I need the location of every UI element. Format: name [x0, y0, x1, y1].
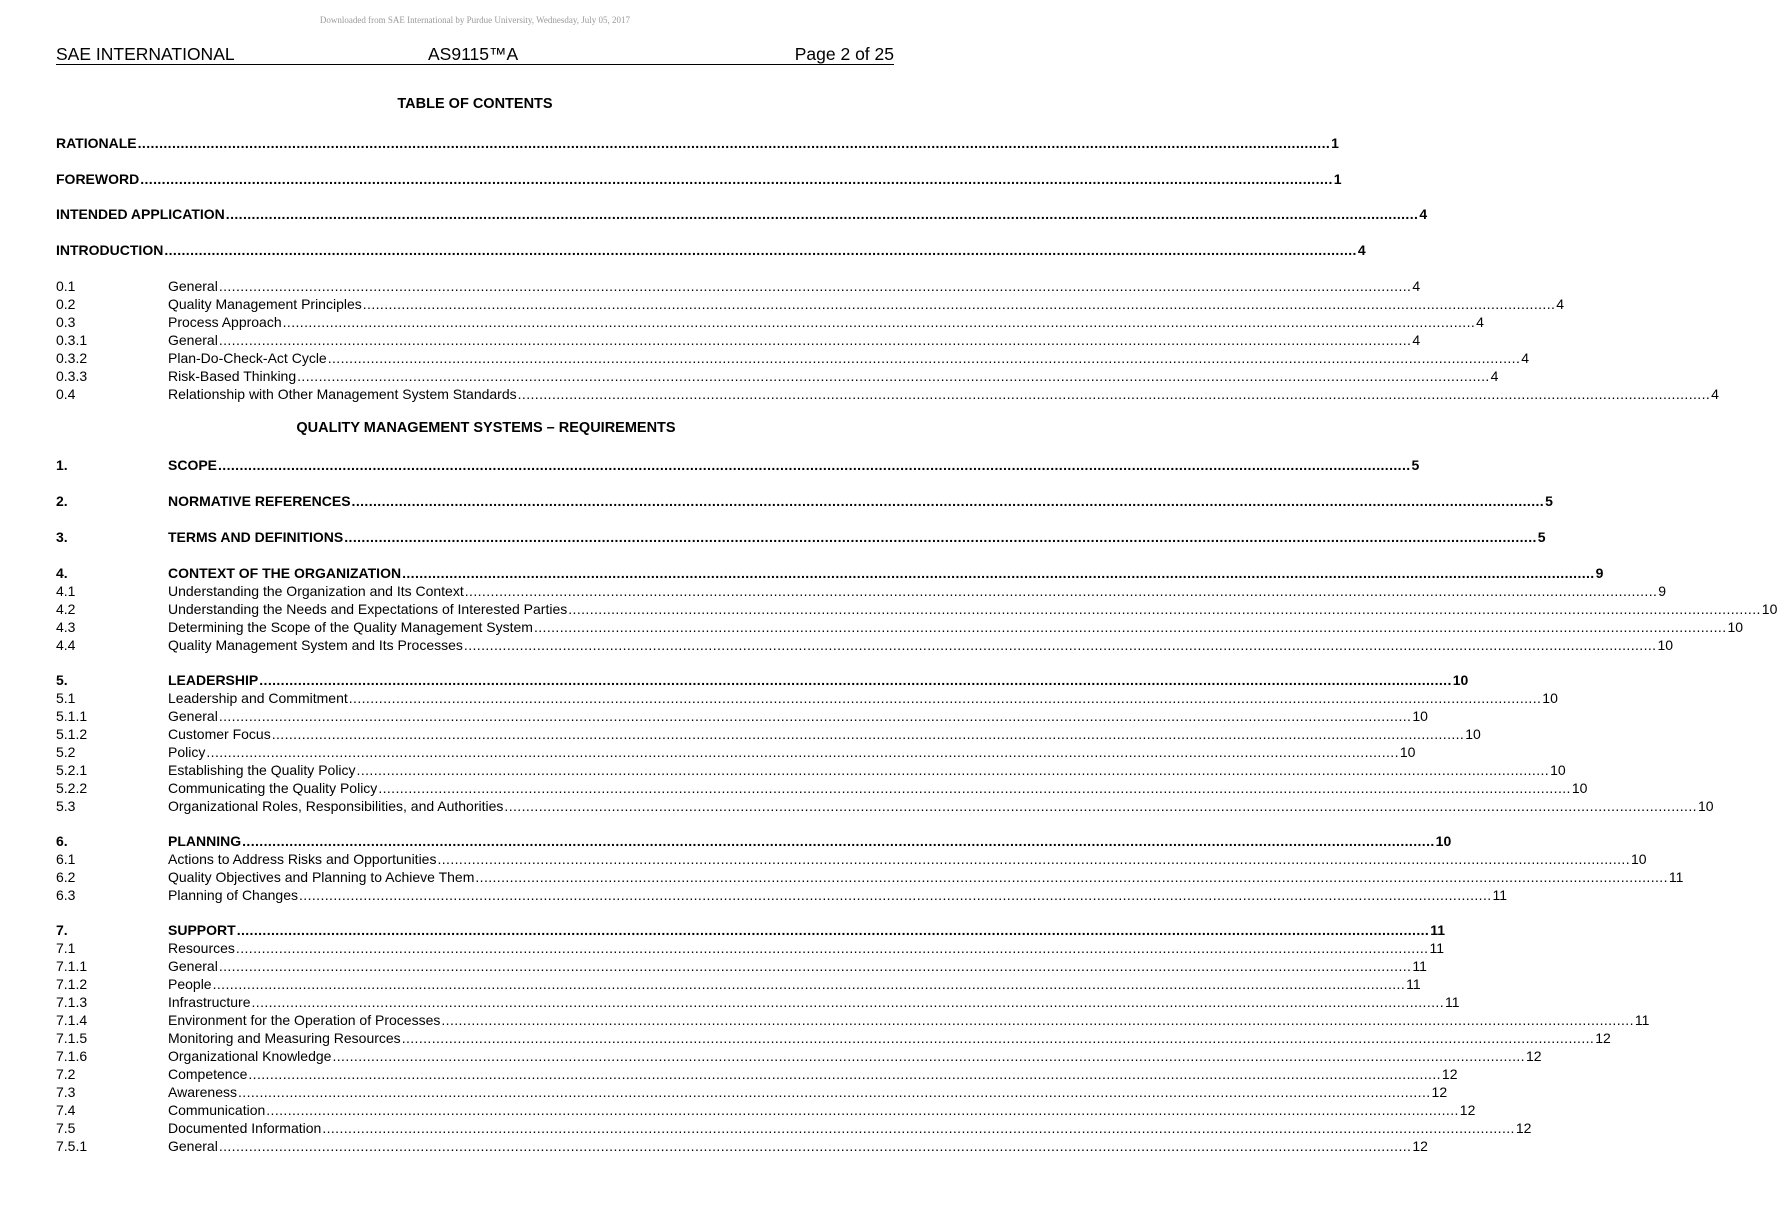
toc-entry[interactable] [56, 313, 1484, 331]
toc-entry-page: 4 [1711, 386, 1719, 402]
toc-entry-line [168, 1029, 1611, 1047]
toc-entry-title: Actions to Address Risks and Opportunities [168, 851, 437, 867]
toc-entry-number: 5.2 [56, 744, 76, 760]
toc-entry-line [168, 797, 1714, 815]
toc-entry[interactable] [56, 349, 1530, 367]
toc-entry-page: 1 [1333, 171, 1342, 187]
toc-dot-leader: ...................................................................................................................................................................................................................................................................................... [218, 708, 1412, 724]
toc-entry-title: Risk-Based Thinking [168, 368, 297, 384]
toc-dot-leader: ...................................................................................................................................................................................................................................................................................... [140, 171, 1333, 187]
toc-entry-number: 3. [56, 529, 68, 545]
toc-entry-line [168, 1011, 1650, 1029]
toc-entry-number: 7.5.1 [56, 1138, 88, 1154]
toc-entry-title: SUPPORT [168, 922, 236, 938]
toc-entry[interactable] [56, 957, 1427, 975]
toc-entry-page: 9 [1595, 565, 1604, 581]
toc-entry-line [56, 170, 1342, 188]
toc-entry-number: 0.3.2 [56, 350, 88, 366]
toc-entry-title: TERMS AND DEFINITIONS [168, 529, 344, 545]
toc-entry-number: 7.1.4 [56, 1012, 88, 1028]
toc-entry[interactable] [56, 1047, 1542, 1065]
toc-entry-number: 4.3 [56, 619, 76, 635]
toc-entry-line [168, 313, 1484, 331]
toc-entry-title: Communication [168, 1102, 266, 1118]
toc-title: TABLE OF CONTENTS [397, 96, 553, 112]
toc-dot-leader: ...................................................................................................................................................................................................................................................................................... [356, 762, 1550, 778]
toc-dot-leader: ...................................................................................................................................................................................................................................................................................... [282, 314, 1476, 330]
toc-entry-title: General [168, 332, 218, 348]
toc-entry-title: FOREWORD [56, 171, 140, 187]
toc-dot-leader: ...................................................................................................................................................................................................................................................................................... [348, 690, 1542, 706]
toc-entry[interactable] [56, 385, 1719, 403]
toc-entry[interactable] [56, 600, 1777, 618]
toc-dot-leader: ...................................................................................................................................................................................................................................................................................... [322, 1120, 1515, 1136]
page-header [56, 44, 894, 65]
toc-dot-leader: ...................................................................................................................................................................................................................................................................................... [218, 278, 1412, 294]
toc-entry-title: Planning of Changes [168, 887, 298, 903]
toc-entry-number: 4.1 [56, 583, 76, 599]
toc-entry[interactable] [56, 832, 1452, 850]
toc-dot-leader: ...................................................................................................................................................................................................................................................................................... [242, 833, 1435, 849]
toc-entry-page: 10 [1657, 637, 1674, 653]
toc-entry-line [168, 331, 1421, 349]
toc-entry[interactable] [56, 993, 1460, 1011]
toc-entry-line [56, 241, 1366, 259]
toc-entry-number: 0.3.3 [56, 368, 88, 384]
toc-entry-number: 5.1.2 [56, 726, 88, 742]
toc-dot-leader: ...................................................................................................................................................................................................................................................................................... [137, 135, 1331, 151]
toc-entry[interactable] [56, 241, 1366, 259]
toc-dot-leader: ...................................................................................................................................................................................................................................................................................... [437, 851, 1630, 867]
toc-dot-leader: ...................................................................................................................................................................................................................................................................................... [463, 637, 1657, 653]
toc-entry-line [168, 618, 1744, 636]
toc-entry[interactable] [56, 1119, 1532, 1137]
toc-entry-number: 0.2 [56, 296, 76, 312]
toc-entry[interactable] [56, 295, 1565, 313]
toc-entry-title: INTRODUCTION [56, 242, 164, 258]
toc-entry-line [168, 636, 1674, 654]
toc-dot-leader: ...................................................................................................................................................................................................................................................................................... [218, 1138, 1412, 1154]
toc-entry[interactable] [56, 564, 1604, 582]
toc-entry-line [168, 725, 1481, 743]
toc-entry-title: Understanding the Organization and Its Context [168, 583, 464, 599]
toc-entry-line [168, 582, 1667, 600]
toc-entry-page: 10 [1761, 601, 1777, 617]
toc-entry-number: 2. [56, 493, 68, 509]
toc-entry-number: 4. [56, 565, 68, 581]
toc-entry-title: CONTEXT OF THE ORGANIZATION [168, 565, 402, 581]
toc-entry-number: 6. [56, 833, 68, 849]
toc-entry-line [168, 921, 1446, 939]
toc-entry-number: 7.1.2 [56, 976, 88, 992]
toc-entry-title: General [168, 278, 218, 294]
toc-entry-title: SCOPE [168, 457, 218, 473]
toc-entry-line [168, 850, 1647, 868]
toc-entry-page: 12 [1441, 1066, 1458, 1082]
toc-entry-title: People [168, 976, 212, 992]
toc-entry-line [168, 975, 1421, 993]
toc-entry-line [168, 1137, 1428, 1155]
toc-entry-line [168, 367, 1499, 385]
toc-entry-line [168, 761, 1566, 779]
toc-dot-leader: ...................................................................................................................................................................................................................................................................................... [351, 493, 1545, 509]
toc-entry-number: 1. [56, 457, 68, 473]
toc-entry-page: 5 [1411, 457, 1420, 473]
toc-entry-line [168, 707, 1428, 725]
toc-entry[interactable] [56, 367, 1499, 385]
toc-entry-page: 11 [1445, 994, 1460, 1010]
toc-entry-number: 7.4 [56, 1102, 76, 1118]
toc-entry-title: General [168, 1138, 218, 1154]
toc-entry[interactable] [56, 618, 1744, 636]
toc-dot-leader: ...................................................................................................................................................................................................................................................................................... [271, 726, 1465, 742]
toc-entry[interactable] [56, 939, 1444, 957]
toc-dot-leader: ...................................................................................................................................................................................................................................................................................... [344, 529, 1537, 545]
toc-entry[interactable] [56, 1011, 1650, 1029]
toc-entry-line [168, 671, 1469, 689]
toc-entry-page: 10 [1435, 833, 1452, 849]
toc-entry[interactable] [56, 671, 1469, 689]
toc-entry-line [168, 385, 1719, 403]
toc-dot-leader: ...................................................................................................................................................................................................................................................................................... [164, 242, 1357, 258]
toc-entry[interactable] [56, 689, 1558, 707]
toc-entry[interactable] [56, 1137, 1428, 1155]
toc-entry-title: Awareness [168, 1084, 238, 1100]
toc-entry[interactable] [56, 636, 1674, 654]
toc-entry[interactable] [56, 1029, 1611, 1047]
toc-dot-leader: ...................................................................................................................................................................................................................................................................................... [441, 1012, 1634, 1028]
toc-entry-title: Establishing the Quality Policy [168, 762, 356, 778]
download-watermark: Downloaded from SAE International by Purdue University, Wednesday, July 05, 2017 [319, 15, 631, 25]
toc-entry-page: 10 [1697, 798, 1714, 814]
toc-entry-number: 5.1 [56, 690, 76, 706]
toc-entry-page: 4 [1490, 368, 1499, 384]
toc-entry-line [168, 1083, 1448, 1101]
qms-requirements-heading: QUALITY MANAGEMENT SYSTEMS – REQUIREMENTS [296, 420, 676, 436]
toc-entry-page: 12 [1525, 1048, 1542, 1064]
toc-entry-page: 11 [1430, 922, 1446, 938]
toc-entry-number: 0.4 [56, 386, 76, 402]
toc-entry-page: 11 [1492, 887, 1508, 903]
toc-entry-page: 10 [1631, 851, 1647, 867]
toc-entry-page: 11 [1406, 976, 1421, 992]
toc-entry-number: 7. [56, 922, 68, 938]
toc-entry-title: Customer Focus [168, 726, 271, 742]
toc-entry-title: Infrastructure [168, 994, 251, 1010]
toc-entry-number: 7.1.6 [56, 1048, 88, 1064]
toc-entry-line [168, 689, 1558, 707]
toc-entry-line [56, 205, 1428, 223]
toc-entry-page: 4 [1419, 206, 1428, 222]
toc-entry-number: 6.3 [56, 887, 76, 903]
toc-entry-number: 5. [56, 672, 68, 688]
toc-entry-number: 7.1 [56, 940, 76, 956]
toc-entry-line [168, 743, 1416, 761]
toc-entry-page: 10 [1412, 708, 1428, 724]
toc-entry[interactable] [56, 761, 1566, 779]
toc-entry-title: Organizational Knowledge [168, 1048, 332, 1064]
toc-dot-leader: ...................................................................................................................................................................................................................................................................................... [251, 994, 1445, 1010]
header-document-id: AS9115™A [428, 44, 519, 64]
toc-entry-page: 10 [1571, 780, 1588, 796]
toc-entry-line [168, 564, 1604, 582]
toc-entry[interactable] [56, 582, 1667, 600]
toc-dot-leader: ...................................................................................................................................................................................................................................................................................... [248, 1066, 1441, 1082]
toc-entry-page: 4 [1521, 350, 1530, 366]
toc-entry-page: 11 [1429, 940, 1444, 956]
toc-entry-line [168, 492, 1553, 510]
toc-entry-page: 10 [1542, 690, 1558, 706]
toc-dot-leader: ...................................................................................................................................................................................................................................................................................... [297, 368, 1490, 384]
toc-dot-leader: ...................................................................................................................................................................................................................................................................................... [238, 1084, 1431, 1100]
toc-dot-leader: ...................................................................................................................................................................................................................................................................................... [332, 1048, 1525, 1064]
toc-dot-leader: ...................................................................................................................................................................................................................................................................................... [568, 601, 1761, 617]
toc-entry-number: 7.5 [56, 1120, 76, 1136]
toc-entry-title: RATIONALE [56, 135, 137, 151]
toc-entry-line [168, 600, 1777, 618]
toc-dot-leader: ...................................................................................................................................................................................................................................................................................... [299, 887, 1492, 903]
toc-entry[interactable] [56, 743, 1416, 761]
toc-dot-leader: ...................................................................................................................................................................................................................................................................................... [218, 332, 1412, 348]
toc-dot-leader: ...................................................................................................................................................................................................................................................................................... [327, 350, 1521, 366]
toc-entry-page: 5 [1545, 493, 1553, 509]
toc-entry[interactable] [56, 205, 1428, 223]
toc-dot-leader: ...................................................................................................................................................................................................................................................................................... [218, 457, 1411, 473]
toc-entry-title: PLANNING [168, 833, 242, 849]
toc-entry-line [168, 957, 1427, 975]
toc-dot-leader: ...................................................................................................................................................................................................................................................................................... [225, 206, 1419, 222]
toc-entry-title: Determining the Scope of the Quality Management System [168, 619, 533, 635]
toc-entry-title: Understanding the Needs and Expectations of Interested Parties [168, 601, 568, 617]
toc-entry-number: 4.2 [56, 601, 76, 617]
toc-entry-page: 12 [1595, 1030, 1611, 1046]
toc-entry-line [168, 277, 1421, 295]
toc-entry-title: General [168, 708, 218, 724]
toc-entry-page: 4 [1412, 278, 1421, 294]
toc-entry-number: 7.1.5 [56, 1030, 88, 1046]
toc-entry[interactable] [56, 850, 1647, 868]
toc-entry-title: Monitoring and Measuring Resources [168, 1030, 401, 1046]
toc-entry-number: 0.1 [56, 278, 76, 294]
toc-entry-page: 11 [1668, 869, 1684, 885]
toc-entry[interactable] [56, 1065, 1458, 1083]
toc-entry[interactable] [56, 1101, 1476, 1119]
toc-dot-leader: ...................................................................................................................................................................................................................................................................................... [402, 565, 1595, 581]
toc-entry[interactable] [56, 921, 1446, 939]
header-page-number: Page 2 of 25 [794, 44, 894, 64]
toc-dot-leader: ...................................................................................................................................................................................................................................................................................... [218, 958, 1412, 974]
toc-entry[interactable] [56, 134, 1339, 152]
toc-entry-number: 7.2 [56, 1066, 76, 1082]
toc-dot-leader: ...................................................................................................................................................................................................................................................................................... [475, 869, 1668, 885]
toc-entry-title: General [168, 958, 218, 974]
toc-entry-line [168, 295, 1565, 313]
toc-entry-number: 4.4 [56, 637, 76, 653]
toc-dot-leader: ...................................................................................................................................................................................................................................................................................... [504, 798, 1697, 814]
toc-entry-line [168, 1119, 1532, 1137]
toc-entry-title: Quality Management Principles [168, 296, 362, 312]
toc-entry-page: 11 [1412, 958, 1427, 974]
toc-entry-line [168, 832, 1452, 850]
toc-entry-line [168, 349, 1530, 367]
toc-entry-number: 7.3 [56, 1084, 76, 1100]
toc-entry[interactable] [56, 1083, 1448, 1101]
toc-entry-page: 4 [1476, 314, 1484, 330]
toc-entry[interactable] [56, 725, 1481, 743]
toc-entry-line [168, 993, 1460, 1011]
toc-entry-page: 1 [1331, 135, 1339, 151]
toc-entry-title: Documented Information [168, 1120, 322, 1136]
toc-entry[interactable] [56, 797, 1714, 815]
toc-entry-page: 10 [1399, 744, 1416, 760]
toc-entry-page: 10 [1465, 726, 1481, 742]
toc-entry-title: Resources [168, 940, 235, 956]
toc-entry[interactable] [56, 886, 1508, 904]
toc-entry-page: 10 [1727, 619, 1744, 635]
toc-entry-line [168, 886, 1508, 904]
toc-entry-title: NORMATIVE REFERENCES [168, 493, 351, 509]
toc-entry-number: 5.3 [56, 798, 76, 814]
toc-entry-title: Policy [168, 744, 206, 760]
toc-entry-page: 12 [1431, 1084, 1448, 1100]
toc-entry[interactable] [56, 492, 1553, 510]
toc-entry-number: 5.2.2 [56, 780, 88, 796]
toc-entry-page: 12 [1515, 1120, 1532, 1136]
toc-entry-title: Relationship with Other Management System Standards [168, 386, 517, 402]
toc-entry-line [168, 779, 1588, 797]
toc-entry[interactable] [56, 779, 1588, 797]
toc-entry-title: Organizational Roles, Responsibilities, and Authorities [168, 798, 504, 814]
toc-entry-title: Competence [168, 1066, 248, 1082]
toc-entry-line [168, 1101, 1476, 1119]
toc-entry-line [168, 456, 1420, 474]
toc-dot-leader: ...................................................................................................................................................................................................................................................................................... [212, 976, 1406, 992]
toc-entry-title: Plan-Do-Check-Act Cycle [168, 350, 327, 366]
toc-entry[interactable] [56, 528, 1546, 546]
toc-dot-leader: ...................................................................................................................................................................................................................................................................................... [533, 619, 1727, 635]
toc-entry-title: LEADERSHIP [168, 672, 259, 688]
toc-entry-page: 5 [1537, 529, 1546, 545]
toc-entry-page: 10 [1550, 762, 1566, 778]
toc-dot-leader: ...................................................................................................................................................................................................................................................................................... [464, 583, 1658, 599]
toc-entry-page: 12 [1459, 1102, 1476, 1118]
toc-dot-leader: ...................................................................................................................................................................................................................................................................................... [401, 1030, 1595, 1046]
toc-entry-page: 4 [1556, 296, 1565, 312]
toc-entry-line [168, 1065, 1458, 1083]
toc-entry-line [168, 939, 1444, 957]
toc-entry-title: INTENDED APPLICATION [56, 206, 225, 222]
toc-dot-leader: ...................................................................................................................................................................................................................................................................................... [378, 780, 1571, 796]
toc-entry-number: 0.3.1 [56, 332, 88, 348]
toc-entry-page: 11 [1634, 1012, 1650, 1028]
toc-dot-leader: ...................................................................................................................................................................................................................................................................................... [236, 922, 1430, 938]
toc-entry-page: 12 [1412, 1138, 1428, 1154]
toc-entry-number: 5.2.1 [56, 762, 88, 778]
toc-entry-line [168, 1047, 1542, 1065]
toc-dot-leader: ...................................................................................................................................................................................................................................................................................... [517, 386, 1711, 402]
toc-entry-title: Leadership and Commitment [168, 690, 348, 706]
toc-entry-number: 7.1.1 [56, 958, 88, 974]
toc-entry-title: Environment for the Operation of Processes [168, 1012, 441, 1028]
toc-entry-line [56, 134, 1339, 152]
toc-entry-title: Process Approach [168, 314, 282, 330]
toc-entry[interactable] [56, 707, 1428, 725]
toc-entry-number: 5.1.1 [56, 708, 88, 724]
toc-entry-title: Communicating the Quality Policy [168, 780, 378, 796]
toc-entry[interactable] [56, 170, 1342, 188]
toc-entry-number: 6.2 [56, 869, 76, 885]
toc-entry-number: 6.1 [56, 851, 76, 867]
toc-entry-number: 0.3 [56, 314, 76, 330]
toc-dot-leader: ...................................................................................................................................................................................................................................................................................... [206, 744, 1399, 760]
toc-dot-leader: ...................................................................................................................................................................................................................................................................................... [235, 940, 1429, 956]
toc-entry[interactable] [56, 331, 1421, 349]
toc-entry-page: 9 [1658, 583, 1667, 599]
toc-entry-number: 7.1.3 [56, 994, 88, 1010]
toc-entry-line [168, 868, 1684, 886]
header-organization: SAE INTERNATIONAL [56, 44, 235, 64]
toc-entry-line [168, 528, 1546, 546]
toc-entry-title: Quality Objectives and Planning to Achieve Them [168, 869, 475, 885]
toc-entry[interactable] [56, 868, 1684, 886]
toc-dot-leader: ...................................................................................................................................................................................................................................................................................... [266, 1102, 1459, 1118]
toc-dot-leader: ...................................................................................................................................................................................................................................................................................... [259, 672, 1452, 688]
toc-entry-title: Quality Management System and Its Processes [168, 637, 463, 653]
toc-entry-page: 4 [1357, 242, 1366, 258]
toc-dot-leader: ...................................................................................................................................................................................................................................................................................... [362, 296, 1556, 312]
toc-entry-page: 4 [1412, 332, 1421, 348]
toc-entry[interactable] [56, 277, 1421, 295]
toc-entry[interactable] [56, 975, 1421, 993]
toc-entry-page: 10 [1452, 672, 1469, 688]
toc-entry[interactable] [56, 456, 1420, 474]
